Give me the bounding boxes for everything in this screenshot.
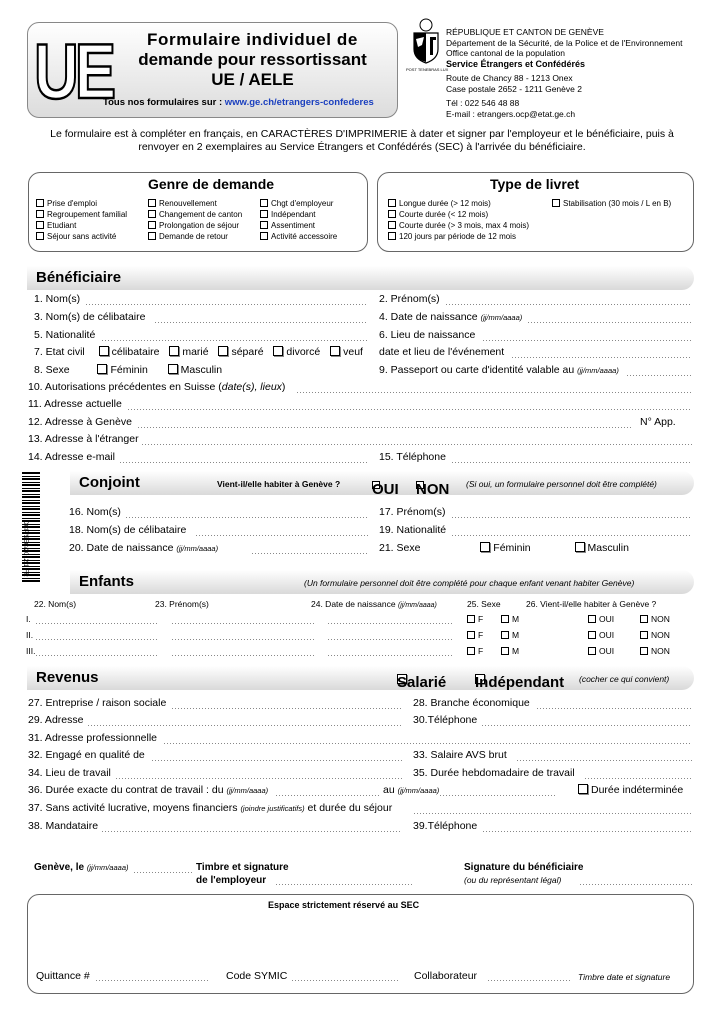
genre-col-2 [148, 198, 242, 242]
genre-option[interactable]: Activité accessoire [260, 231, 337, 242]
livret-option[interactable]: Courte durée (< 12 mois) [388, 209, 529, 220]
enfant-m[interactable]: M [501, 614, 519, 624]
checkbox[interactable] [260, 210, 268, 218]
checkbox[interactable] [148, 210, 156, 218]
genre-option[interactable]: Renouvellement [148, 198, 242, 209]
address-line-1: Route de Chancy 88 - 1213 Onex [446, 73, 573, 83]
conjoint-note: (Si oui, un formulaire personnel doit être complété) [466, 479, 657, 489]
input-adresse-employeur[interactable] [88, 725, 402, 726]
label-duree-au: au (jj/mm/aaaa) [383, 784, 440, 796]
input-passeport[interactable] [627, 375, 692, 376]
input-date-naissance[interactable] [528, 322, 692, 323]
email-text: E-mail : etrangers.ocp@etat.ge.ch [446, 108, 576, 119]
option-separe[interactable]: séparé [218, 346, 263, 358]
section-revenus: Revenus Salarié Indépendant (cocher ce qui convient) [27, 666, 694, 690]
input-telephone[interactable] [452, 462, 692, 463]
form-title [110, 30, 395, 90]
enfant-row-2 [0, 630, 724, 646]
revenus-note: (cocher ce qui convient) [579, 674, 670, 684]
genre-option[interactable]: Regroupement familial [36, 209, 127, 220]
input-geneve-date[interactable] [134, 872, 192, 873]
input-telephone-mandataire[interactable] [483, 831, 692, 832]
input-adresse-pro[interactable] [164, 743, 692, 744]
livret-title: Type de livret [490, 176, 580, 192]
signature-beneficiaire: Signature du bénéficiaire (ou du représentant légal) [464, 862, 584, 885]
geneva-crest-icon [408, 17, 444, 67]
geneve-date: Genève, le (jj/mm/aaaa) [34, 862, 129, 873]
enfant-m[interactable]: M [501, 630, 519, 640]
label-adresse-pro: 31. Adresse professionnelle [28, 732, 157, 744]
section-conjoint: Conjoint Vient-il/elle habiter à Genève ? OUI NON (Si oui, un formulaire personnel doit être complété) [70, 471, 694, 495]
row-number: I. [26, 614, 31, 624]
section-title: Enfants [79, 573, 135, 590]
enfant-m[interactable]: M [501, 646, 519, 656]
contact-block [446, 98, 575, 119]
input-mandataire[interactable] [102, 831, 402, 832]
label-salaire: 33. Salaire AVS brut [413, 749, 507, 761]
option-duree-indeterminee[interactable]: Durée indéterminée [578, 784, 683, 796]
row-number: II. [26, 630, 34, 640]
input-entreprise[interactable] [172, 708, 402, 709]
label-sans-activite: 37. Sans activité lucrative, moyens financiers (joindre justificatifs) et durée du séjour [28, 802, 393, 814]
forms-url-link[interactable]: www.ge.ch/etrangers-confederes [224, 97, 374, 108]
sec-title: Espace strictement réservé au SEC [268, 900, 420, 910]
header-sexe: 25. Sexe [467, 599, 501, 609]
enfant-f[interactable]: F [467, 614, 483, 624]
label-conjoint-nom-celibataire: 18. Nom(s) de célibataire [69, 524, 187, 536]
input-conjoint-prenom[interactable] [452, 517, 692, 518]
livret-option[interactable]: Courte durée (> 3 mois, max 4 mois) [388, 220, 529, 231]
checkbox[interactable] [36, 199, 44, 207]
input-nationalite[interactable] [102, 340, 368, 341]
option-celibataire[interactable]: célibataire [99, 346, 160, 358]
input-sans-activite[interactable] [414, 813, 692, 814]
input-prenom[interactable] [446, 304, 692, 305]
section-title: Bénéficiaire [36, 269, 122, 286]
label-conjoint-prenom: 17. Prénom(s) [379, 506, 446, 518]
label-email: 14. Adresse e-mail [28, 451, 115, 463]
input-duree-hebdo[interactable] [585, 778, 692, 779]
enfant-f[interactable]: F [467, 646, 483, 656]
input-conjoint-nom[interactable] [126, 517, 368, 518]
input-quittance[interactable] [96, 980, 208, 981]
input-enfant-date[interactable] [328, 639, 454, 640]
livret-col-2 [552, 198, 671, 209]
input-qualite[interactable] [152, 760, 402, 761]
title-line-2: demande pour ressortissant [138, 50, 367, 69]
checkbox[interactable] [552, 199, 560, 207]
livret-option[interactable]: 120 jours par période de 12 mois [388, 231, 529, 242]
enfant-non[interactable]: NON [640, 630, 670, 640]
livret-col-1 [388, 198, 529, 242]
checkbox[interactable] [260, 232, 268, 240]
checkbox[interactable] [388, 210, 396, 218]
label-mandataire: 38. Mandataire [28, 820, 99, 832]
input-autorisations[interactable] [297, 392, 692, 393]
forms-prefix: Tous nos formulaires sur : [103, 97, 223, 108]
section-title: Revenus [36, 669, 99, 686]
checkbox[interactable] [36, 221, 44, 229]
input-telephone-employeur[interactable] [482, 725, 692, 726]
genre-col-3 [260, 198, 337, 242]
input-lieu-naissance[interactable] [483, 340, 692, 341]
genre-option[interactable]: Changement de canton [148, 209, 242, 220]
genre-option[interactable]: Séjour sans activité [36, 231, 127, 242]
input-nom-celibataire[interactable] [155, 322, 368, 323]
address-block [446, 73, 582, 94]
enfant-row-1 [0, 614, 724, 630]
input-duree-du[interactable] [276, 795, 380, 796]
forms-link-line [103, 97, 374, 108]
checkbox[interactable] [36, 232, 44, 240]
label-lieu-naissance: 6. Lieu de naissance [379, 329, 476, 341]
label-sexe: 8. Sexe [34, 364, 70, 376]
label-telephone: 15. Téléphone [379, 451, 446, 463]
label-lieu-travail: 34. Lieu de travail [28, 767, 111, 779]
option-marie[interactable]: marié [169, 346, 208, 358]
input-branche[interactable] [537, 708, 692, 709]
title-line-3: UE / AELE [211, 70, 294, 89]
header-vient: 26. Vient-il/elle habiter à Genève ? [526, 599, 657, 609]
input-lieu-travail[interactable] [116, 778, 402, 779]
timbre-employeur: Timbre et signature de l'employeur [196, 862, 289, 886]
checkbox[interactable] [260, 221, 268, 229]
ue-logo: UE [34, 29, 113, 116]
label-passeport: 9. Passeport ou carte d'identité valable au (jj/mm/aaaa) [379, 364, 619, 376]
etat-civil-row [34, 346, 363, 358]
org-republic: RÉPUBLIQUE ET CANTON DE GENÈVE [446, 27, 604, 37]
enfant-row-3 [0, 646, 724, 662]
input-email[interactable] [120, 462, 368, 463]
livret-option[interactable]: Longue durée (> 12 mois) [388, 198, 529, 209]
input-enfant-prenom[interactable] [172, 639, 316, 640]
option-conjoint-feminin[interactable]: Féminin [480, 542, 530, 554]
label-conjoint-sexe: 21. Sexe [379, 542, 421, 554]
crest-motto: POST TENEBRAS LUX [406, 67, 449, 72]
genre-option[interactable]: Demande de retour [148, 231, 242, 242]
address-line-2: Case postale 2652 - 1211 Genève 2 [446, 83, 582, 94]
enfant-f[interactable]: F [467, 630, 483, 640]
enfant-oui[interactable]: OUI [588, 646, 614, 656]
section-enfants [70, 570, 694, 594]
input-conjoint-nom-celibataire[interactable] [196, 535, 368, 536]
option-masculin[interactable]: Masculin [168, 364, 222, 376]
option-conjoint-masculin[interactable]: Masculin [575, 542, 629, 554]
label-nom-celibataire: 3. Nom(s) de célibataire [34, 311, 146, 323]
label-adresse-employeur: 29. Adresse [28, 714, 84, 726]
label-adresse-actuelle: 11. Adresse actuelle [28, 398, 122, 410]
org-block [446, 27, 682, 69]
label-qualite: 32. Engagé en qualité de [28, 749, 145, 761]
section-title: Conjoint [79, 474, 140, 491]
phone-text: Tél : 022 546 48 88 [446, 98, 520, 108]
input-enfant-date[interactable] [328, 623, 454, 624]
label-quittance: Quittance # [36, 970, 90, 982]
input-salaire[interactable] [517, 760, 692, 761]
genre-option[interactable]: Etudiant [36, 220, 127, 231]
checkbox[interactable] [148, 232, 156, 240]
label-no-app: N° App. [640, 416, 676, 428]
label-nationalite: 5. Nationalité [34, 329, 96, 341]
label-conjoint-date-naissance: 20. Date de naissance (jj/mm/aaaa) [69, 542, 219, 554]
checkbox[interactable] [388, 221, 396, 229]
genre-option[interactable]: Indépendant [260, 209, 337, 220]
enfant-oui[interactable]: OUI [588, 630, 614, 640]
input-enfant-nom[interactable] [36, 655, 158, 656]
option-divorce[interactable]: divorcé [273, 346, 320, 358]
label-entreprise: 27. Entreprise / raison sociale [28, 697, 167, 709]
intro-line-1: Le formulaire est à compléter en français, en CARACTÈRES D'IMPRIMERIE à dater et signer par l'employeur et le bénéficiaire, puis à [50, 128, 674, 140]
label-prenom: 2. Prénom(s) [379, 293, 440, 305]
input-enfant-nom[interactable] [36, 623, 158, 624]
label-date-naissance: 4. Date de naissance (jj/mm/aaaa) [379, 311, 523, 323]
genre-title: Genre de demande [148, 176, 275, 192]
input-enfant-date[interactable] [328, 655, 454, 656]
label-code-symic: Code SYMIC [226, 970, 288, 982]
checkbox[interactable] [388, 199, 396, 207]
side-code: OCP/SEC/2012/1 FR [22, 520, 28, 577]
org-department: Département de la Sécurité, de la Police et de l'Environnement [446, 37, 683, 48]
sexe-row [34, 364, 222, 376]
label-branche: 28. Branche économique [413, 697, 530, 709]
intro-text [20, 128, 704, 154]
genre-option[interactable]: Prolongation de séjour [148, 220, 242, 231]
input-enfant-prenom[interactable] [172, 623, 316, 624]
label-date-evenement: date et lieu de l'événement [379, 346, 505, 358]
enfants-note: (Un formulaire personnel doit être complété pour chaque enfant venant habiter Genève) [304, 578, 635, 588]
genre-option[interactable]: Prise d'emploi [36, 198, 127, 209]
label-timbre-sec: Timbre date et signature [578, 972, 671, 982]
genre-option[interactable]: Chgt d'employeur [260, 198, 337, 209]
input-nom[interactable] [86, 304, 368, 305]
org-office: Office cantonal de la population [446, 48, 565, 58]
label-telephone-mandataire: 39.Téléphone [413, 820, 478, 832]
header-nom: 22. Nom(s) [34, 599, 77, 609]
enfant-oui[interactable]: OUI [588, 614, 614, 624]
input-enfant-nom[interactable] [36, 639, 158, 640]
input-conjoint-nationalite[interactable] [452, 535, 692, 536]
option-veuf[interactable]: veuf [330, 346, 363, 358]
checkbox[interactable] [260, 199, 268, 207]
input-conjoint-date-naissance[interactable] [252, 553, 368, 554]
label-adresse-etranger: 13. Adresse à l'étranger [28, 433, 139, 445]
genre-option[interactable]: Assentiment [260, 220, 337, 231]
input-date-evenement[interactable] [512, 357, 692, 358]
checkbox[interactable] [148, 199, 156, 207]
org-service: Service Étrangers et Confédérés [446, 58, 586, 69]
label-collaborateur: Collaborateur [414, 970, 478, 982]
label-duree-contrat: 36. Durée exacte du contrat de travail : du (jj/mm/aaaa) [28, 784, 269, 796]
input-collaborateur[interactable] [488, 980, 570, 981]
title-line-1: Formulaire individuel de [147, 30, 358, 49]
label-autorisations: 10. Autorisations précédentes en Suisse (date(s), lieux) [28, 381, 286, 393]
option-feminin[interactable]: Féminin [97, 364, 147, 376]
input-enfant-prenom[interactable] [172, 655, 316, 656]
header-date: 24. Date de naissance (jj/mm/aaaa) [311, 599, 437, 609]
label-conjoint-nom: 16. Nom(s) [69, 506, 121, 518]
genre-col-1 [36, 198, 127, 242]
enfant-non[interactable]: NON [640, 646, 670, 656]
label-etat-civil: 7. Etat civil [34, 346, 85, 358]
section-beneficiaire [27, 266, 694, 290]
label-duree-hebdo: 35. Durée hebdomadaire de travail [413, 767, 575, 779]
checkbox[interactable] [36, 210, 44, 218]
input-signature-beneficiaire[interactable] [580, 884, 692, 885]
conjoint-question: Vient-il/elle habiter à Genève ? [217, 479, 341, 489]
input-adresse-geneve[interactable] [138, 427, 632, 428]
label-nom: 1. Nom(s) [34, 293, 81, 305]
label-telephone-employeur: 30.Téléphone [413, 714, 478, 726]
label-adresse-geneve: 12. Adresse à Genève [28, 416, 132, 428]
livret-option[interactable]: Stabilisation (30 mois / L en B) [552, 198, 671, 209]
input-signature-employeur[interactable] [276, 884, 414, 885]
checkbox[interactable] [148, 221, 156, 229]
header-prenom: 23. Prénom(s) [155, 599, 209, 609]
intro-line-2: renvoyer en 2 exemplaires au Service Étrangers et Confédérés (SEC) à l'arrivée du bénéficiaire. [138, 141, 586, 153]
row-number: III. [26, 646, 36, 656]
label-conjoint-nationalite: 19. Nationalité [379, 524, 447, 536]
input-duree-au[interactable] [440, 795, 556, 796]
checkbox[interactable] [388, 232, 396, 240]
input-adresse-etranger[interactable] [142, 444, 692, 445]
enfant-non[interactable]: NON [640, 614, 670, 624]
input-code-symic[interactable] [292, 980, 398, 981]
input-adresse-actuelle[interactable] [128, 409, 692, 410]
conjoint-sexe-row [379, 542, 629, 554]
